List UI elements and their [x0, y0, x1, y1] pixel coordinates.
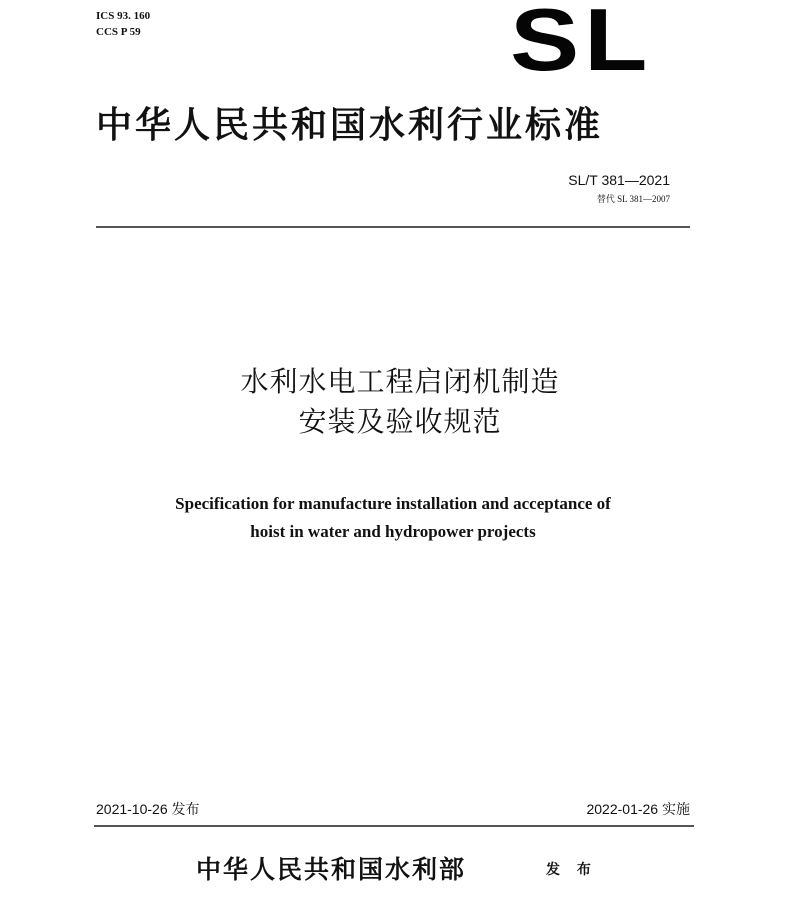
standard-number: SL/T 381—2021 [568, 172, 670, 188]
industry-standard-heading: 中华人民共和国水利行业标准 [96, 104, 604, 146]
replaces-standard: 替代 SL 381—2007 [596, 194, 670, 204]
title-en-line-2: hoist in water and hydropower projects [250, 522, 536, 541]
issuing-ministry: 中华人民共和国水利部 [196, 855, 467, 884]
issuer-suffix: 发 布 [546, 862, 597, 878]
bottom-divider [94, 825, 694, 827]
implementation-date: 2022-01-26 实施 [586, 801, 690, 817]
title-cn-line-1: 水利水电工程启闭机制造 [240, 365, 560, 398]
ics-code: ICS 93. 160 [96, 10, 151, 22]
document-title-en [0, 490, 786, 546]
classification-codes [96, 8, 150, 40]
document-title-cn [0, 362, 800, 442]
title-cn-line-2: 安装及验收规范 [298, 405, 502, 438]
title-en-line-1: Specification for manufacture installation and acceptance of [175, 494, 611, 513]
top-divider [96, 226, 690, 228]
issue-date: 2021-10-26 发布 [96, 801, 200, 817]
ccs-code: CCS P 59 [96, 26, 141, 38]
sl-logo: SL [510, 0, 653, 89]
